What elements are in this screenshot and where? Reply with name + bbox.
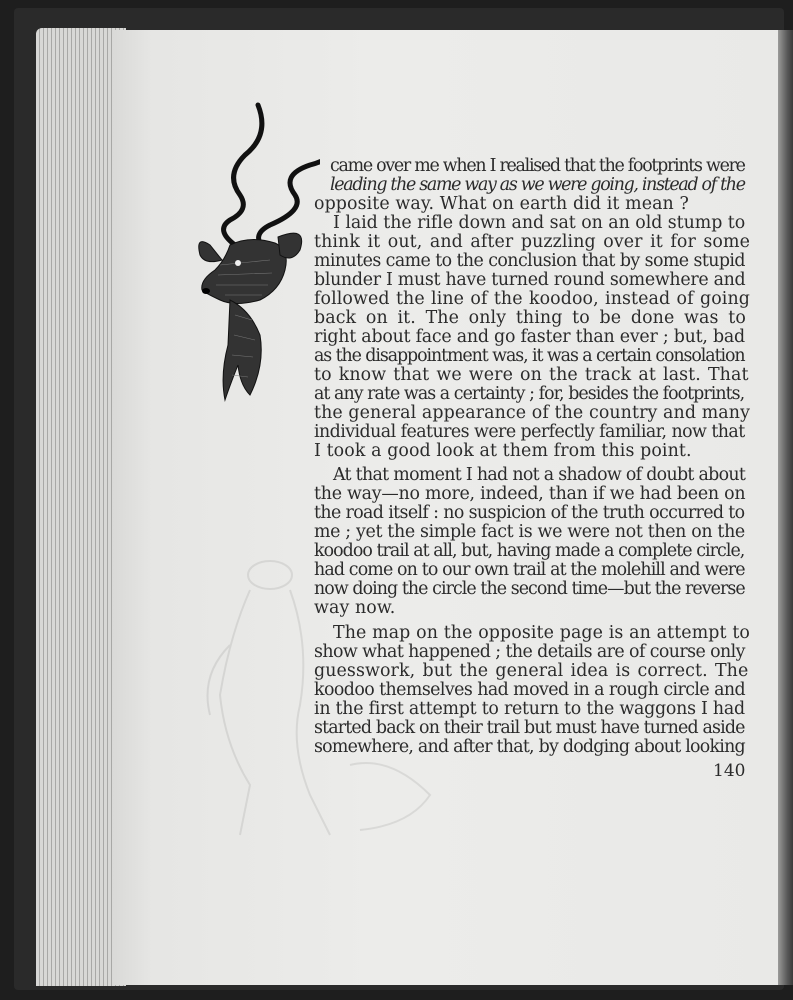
text-line: individual features were perfectly familiar, now that [314,422,745,442]
text-line: At that moment I had not a shadow of doubt about [333,465,746,485]
text-line: right about face and go faster than ever ; but, bad [314,327,745,347]
book-spine [778,30,793,985]
text-line: minutes came to the conclusion that by some stupid [314,251,745,271]
text-line: opposite way. What on earth did it mean ? [314,194,689,214]
text-line: the general appearance of the country and many [314,403,750,423]
text-line: followed the line of the koodoo, instead of going [314,289,750,309]
text-line: back on it. The only thing to be done was to [314,308,746,328]
text-line: somewhere, and after that, by dodging about looking [314,737,745,757]
text-line: think it out, and after puzzling over it for some [314,232,750,252]
text-line: started back on their trail but must have turned aside [314,718,745,738]
text-line: I took a good look at them from this point. [314,441,692,461]
kudu-head-icon [190,95,320,405]
text-line: in the first attempt to return to the waggons I had [314,699,745,719]
text-line: to know that we were on the track at last. That [314,365,749,385]
text-line: blunder I must have turned round somewhere and [314,270,746,290]
text-line: The map on the opposite page is an attempt to [333,623,750,643]
text-line: the road itself : no suspicion of the truth occurred to [314,503,745,523]
text-line: I laid the rifle down and sat on an old stump to [333,213,746,233]
text-line: guesswork, but the general idea is correct. The [314,661,749,681]
text-line: way now. [314,598,396,618]
text-line: koodoo themselves had moved in a rough circle and [314,680,746,700]
page-number: 140 [713,761,746,781]
text-line: came over me when I realised that the footprints were [330,156,745,176]
text-line: as the disappointment was, it was a certain consolation [314,346,745,366]
text-line: the way—no more, indeed, than if we had been on [314,484,746,504]
text-line: koodoo trail at all, but, having made a complete circle, [314,541,745,561]
text-line: leading the same way as we were going, instead of the [330,175,745,195]
text-line: me ; yet the simple fact is we were not then on the [314,522,745,542]
text-line: show what happened ; the details are of course only [314,642,745,662]
text-line: now doing the circle the second time—but the reverse [314,579,745,599]
text-line: had come on to our own trail at the molehill and were [314,560,745,580]
text-line: at any rate was a certainty ; for, besides the footprints, [314,384,745,404]
